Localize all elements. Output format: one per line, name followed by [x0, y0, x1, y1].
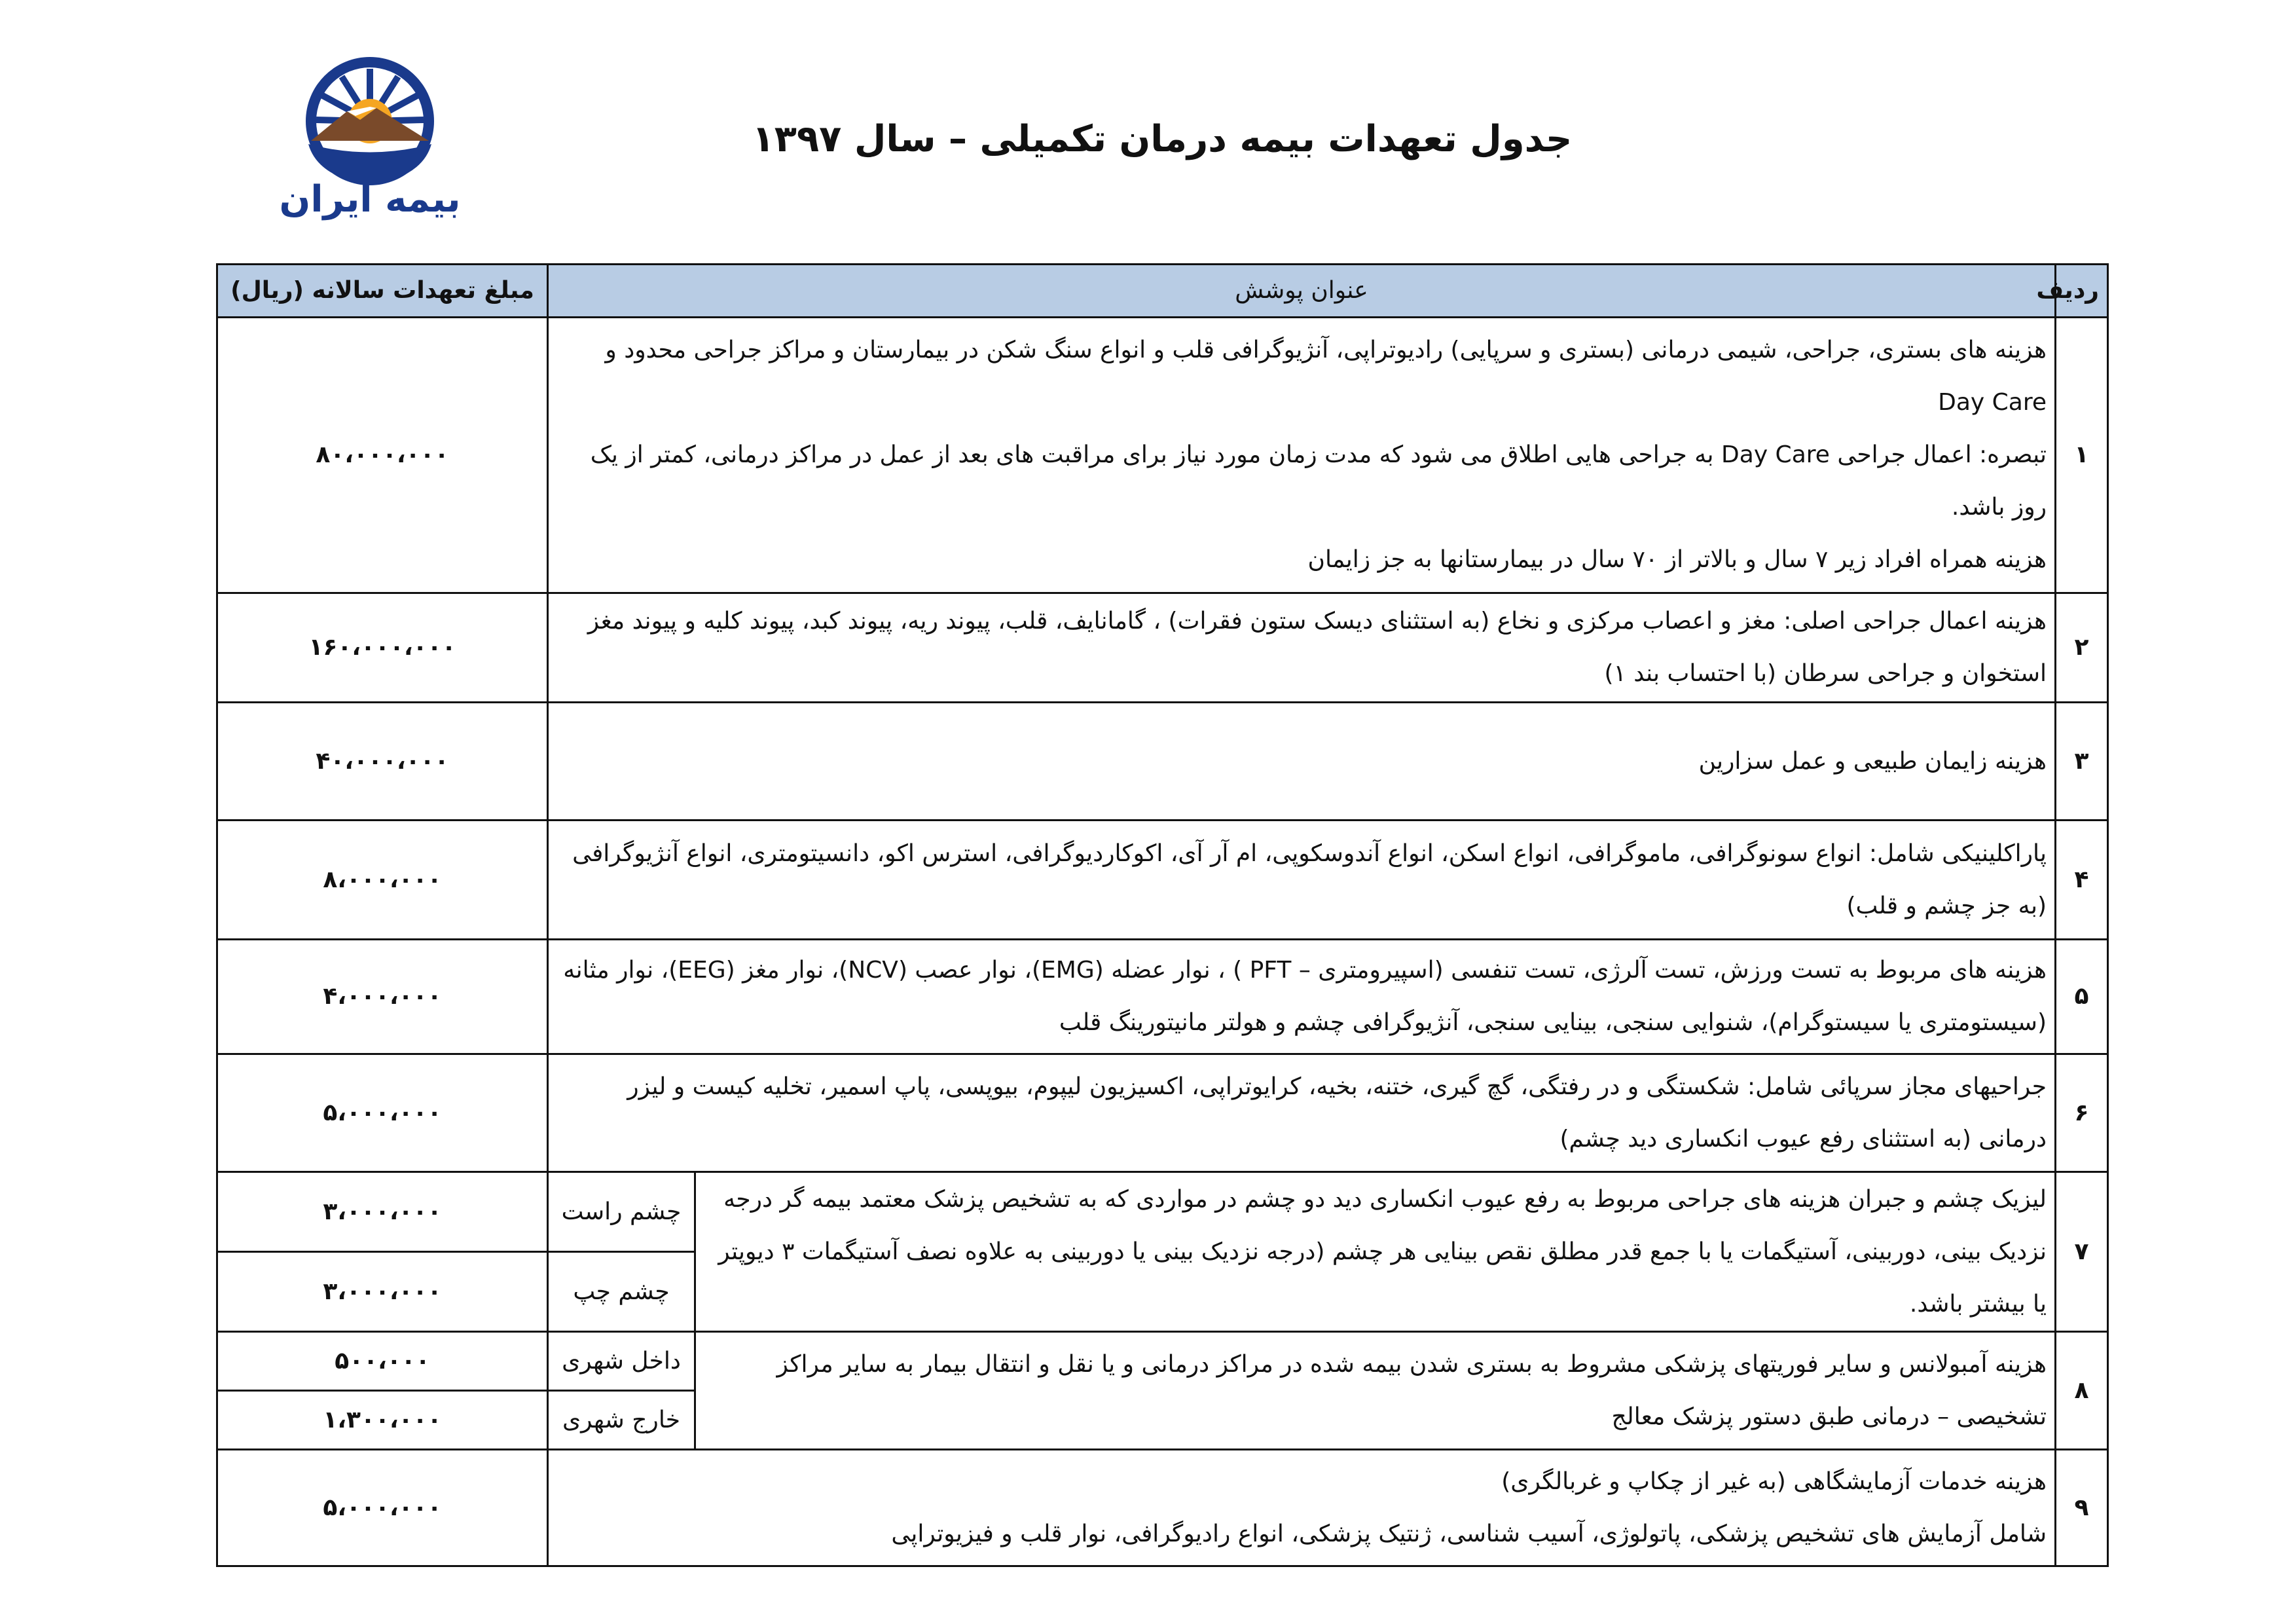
table-row [217, 593, 2108, 703]
row-number: ۱ [2056, 318, 2108, 593]
logo-text: بیمه ایران [279, 178, 461, 221]
table-row [217, 1450, 2108, 1566]
table-header-row [217, 265, 2108, 318]
row-number: ۷ [2056, 1172, 2108, 1332]
description-line: پاراکلینیکی شامل: انواع سونوگرافی، ماموگرافی، انواع اسکن، انواع آندوسکوپی، ام آر آی، اکوکاردیوگرافی، استرس اکو، دانسیتومتری، انواع آنژیوگرافی (به جز چشم و قلب) [572, 840, 2047, 919]
amount-cell: ۴۰،۰۰۰،۰۰۰ [217, 703, 548, 821]
description-line: هزینه آمبولانس و سایر فوریتهای پزشکی مشروط به بستری شدن بیمه شده در مراکز درمانی و یا نقل و انتقال بیمار به سایر مراکز تشخیصی – درمانی طبق دستور پزشک معالج [776, 1350, 2047, 1430]
coverage-table [216, 263, 2109, 1567]
table-row [217, 940, 2108, 1054]
coverage-description [695, 1332, 2056, 1450]
row-number: ۴ [2056, 821, 2108, 940]
row-number: ۵ [2056, 940, 2108, 1054]
coverage-description [548, 593, 2056, 703]
row-number: ۹ [2056, 1450, 2108, 1566]
description-line: شامل آزمایش های تشخیص پزشکی، پاتولوژی، آسیب شناسی، ژنتیک پزشکی، انواع رادیوگرافی، نوار قلب و فیزیوتراپی [891, 1520, 2047, 1547]
table-row [217, 1054, 2108, 1172]
sub-label-urban: داخل شهری [548, 1332, 695, 1391]
amount-cell: ۵۰۰،۰۰۰ [217, 1332, 548, 1391]
amount-cell: ۳،۰۰۰،۰۰۰ [217, 1172, 548, 1252]
row-number: ۸ [2056, 1332, 2108, 1450]
row-number: ۲ [2056, 593, 2108, 703]
amount-cell: ۵،۰۰۰،۰۰۰ [217, 1054, 548, 1172]
row-number: ۳ [2056, 703, 2108, 821]
coverage-description [548, 1450, 2056, 1566]
table-row [217, 318, 2108, 593]
coverage-description [548, 821, 2056, 940]
coverage-description [548, 703, 2056, 821]
sub-label-interurban: خارج شهری [548, 1391, 695, 1450]
description-line: هزینه خدمات آزمایشگاهی (به غیر از چکاپ و غربالگری) [1501, 1467, 2047, 1495]
coverage-description [548, 318, 2056, 593]
description-line: هزینه های بستری، جراحی، شیمی درمانی (بستری و سرپایی) رادیوتراپی، آنژیوگرافی قلب و انواع سنگ شکن در بیمارستان و مراکز جراحی محدود و Day Care [605, 337, 2047, 416]
amount-cell: ۴،۰۰۰،۰۰۰ [217, 940, 548, 1054]
table-row [217, 1332, 2108, 1391]
description-line: هزینه زایمان طبیعی و عمل سزارین [1698, 747, 2047, 775]
table-row [217, 1172, 2108, 1252]
coverage-description [548, 940, 2056, 1054]
sub-label-right-eye: چشم راست [548, 1172, 695, 1252]
amount-cell: ۸،۰۰۰،۰۰۰ [217, 821, 548, 940]
coverage-description [695, 1172, 2056, 1332]
description-line: جراحیهای مجاز سرپائی شامل: شکستگی و در رفتگی، گچ گیری، ختنه، بخیه، کرایوتراپی، اکسیزیون لیپوم، بیوپسی، پاپ اسمیر، تخلیه کیست و لیزر درمانی (به استثنای رفع عیوب انکساری دید چشم) [627, 1073, 2047, 1153]
row-number: ۶ [2056, 1054, 2108, 1172]
amount-cell: ۸۰،۰۰۰،۰۰۰ [217, 318, 548, 593]
description-line: تبصره: اعمال جراحی Day Care به جراحی هایی اطلاق می شود که مدت زمان مورد نیاز برای مراقبت های بعد از عمل در مراکز درمانی، کمتر از یک روز باشد. [590, 441, 2047, 521]
description-line: هزینه اعمال جراحی اصلی: مغز و اعصاب مرکزی و نخاع (به استثنای دیسک ستون فقرات) ، گامانایف، قلب، پیوند ریه، پیوند کبد، پیوند کلیه و پیوند مغز استخوان و جراحی سرطان (با احتساب بند ۱) [587, 608, 2047, 687]
sub-label-left-eye: چشم چپ [548, 1252, 695, 1332]
header-amount: مبلغ تعهدات سالانه (ریال) [217, 265, 548, 318]
header-coverage: عنوان پوشش [548, 265, 2056, 318]
coverage-description [548, 1054, 2056, 1172]
amount-cell: ۵،۰۰۰،۰۰۰ [217, 1450, 548, 1566]
description-line: هزینه همراه افراد زیر ۷ سال و بالاتر از ۷۰ سال در بیمارستانها به جز زایمان [1307, 546, 2047, 573]
table-row [217, 821, 2108, 940]
amount-cell: ۳،۰۰۰،۰۰۰ [217, 1252, 548, 1332]
description-line: لیزیک چشم و جبران هزینه های جراحی مربوط به رفع عیوب انکساری دید دو چشم در مواردی که به تشخیص پزشک معتمد بیمه گر درجه نزدیک بینی، دوربینی، آستیگمات یا با جمع قدر مطلق نقص بینایی هر چشم (درجه نزدیک بینی یا دوربینی به علاوه نصف آستیگمات ۳ دیوپتر یا بیشتر باشد. [718, 1185, 2047, 1318]
description-line: هزینه های مربوط به تست ورزش، تست آلرژی، تست تنفسی (اسپیرومتری – PFT ) ، نوار عضله (EMG)، نوار عصب (NCV)، نوار مغز (EEG)، نوار مثانه (سیستومتری یا سیستوگرام)، شنوایی سنجی، بینایی سنجی، آنژیوگرافی چشم و هولتر مانیتورینگ قلب [563, 957, 2047, 1036]
amount-cell: ۱۶۰،۰۰۰،۰۰۰ [217, 593, 548, 703]
header-row-no: ردیف [2056, 265, 2108, 318]
page-title: جدول تعهدات بیمه درمان تکمیلی – سال ۱۳۹۷ [752, 118, 1573, 160]
table-row [217, 703, 2108, 821]
amount-cell: ۱،۳۰۰،۰۰۰ [217, 1391, 548, 1450]
